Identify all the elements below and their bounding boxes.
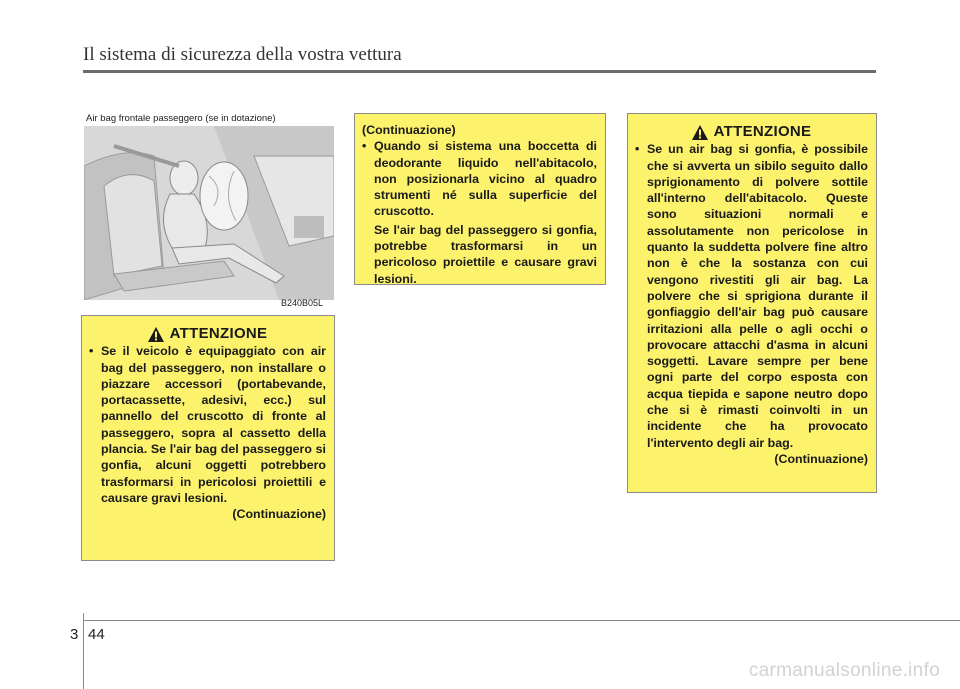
header-rule xyxy=(83,70,876,73)
deodorant-text: Quando si sistema una boccetta di deodorante liquido nell'abitacolo, non posizionarla vicino al quadro strumenti né sulla superficie del cruscotto. xyxy=(374,139,597,219)
continued-label: (Continuazione) xyxy=(232,507,326,522)
watermark: carmanualsonline.info xyxy=(748,660,940,681)
continued-header: (Continuazione) xyxy=(362,123,456,137)
bullet-dot: • xyxy=(89,344,94,359)
warning-triangle-icon xyxy=(148,327,164,342)
section-number: 3 xyxy=(70,626,79,643)
airbag-illustration-drawing xyxy=(84,126,334,300)
warning-box-dust xyxy=(627,113,877,493)
warning-text: Se un air bag si gonfia, è possibile che si avverta un sibilo seguito dallo sprigionamento di polvere sottile all'interno dell'abitacolo. Queste sono situazioni normali e assolutamente non pericolose in quanto la suddetta polvere fine altro non è che la sostanza con cui vengono rivestiti gli air bag. La polvere che si sprigiona durante il gonfiaggio dell'air bag può causare irritazioni alla pelle o agli occhi o provocare attacchi d'asma in alcuni soggetti. Lavare sempre per bene ogni parte del corpo esposta con acqua tiepida e sapone neutro dopo che si è rimasti coinvolti in un incidente che ha provocato l'intervento degli air bag. xyxy=(647,142,868,450)
page-number: 44 xyxy=(88,626,105,643)
page-header-title: Il sistema di sicurezza della vostra vettura xyxy=(83,44,402,65)
warning-header xyxy=(89,326,326,342)
bullet-dot: • xyxy=(635,142,640,157)
deodorant-bullet xyxy=(362,138,597,287)
warning-triangle-icon xyxy=(692,125,708,140)
warning-title: ATTENZIONE xyxy=(169,325,268,342)
bullet-dot: • xyxy=(362,139,367,154)
warning-bullet xyxy=(89,343,326,506)
projectile-text: Se l'air bag del passeggero si gonfia, potrebbe trasformarsi in un pericoloso proiettile e causare gravi lesioni. xyxy=(374,222,597,286)
footer-rule xyxy=(83,620,960,621)
footer-divider xyxy=(83,613,84,689)
figure-caption: Air bag frontale passeggero (se in dotazione) xyxy=(86,113,276,124)
continued-box-deodorant xyxy=(354,113,606,285)
figure-code: B240B05L xyxy=(281,298,324,308)
warning-box-accessories xyxy=(81,315,335,561)
airbag-illustration xyxy=(84,126,334,300)
warning-text: Se il veicolo è equipaggiato con air bag del passeggero, non installare o piazzare accessori (portabevande, portacassette, adesivi, ecc.) sul pannello del cruscotto di fronte al passeggero, sopra al cassetto della plancia. Se l'air bag del passeggero si gonfia, alcuni oggetti potrebbero trasformarsi in pericolosi proiettili e causare gravi lesioni. xyxy=(101,344,326,505)
warning-bullet xyxy=(635,141,868,451)
continued-label: (Continuazione) xyxy=(774,451,868,466)
warning-header xyxy=(635,124,868,140)
warning-title: ATTENZIONE xyxy=(713,123,812,140)
